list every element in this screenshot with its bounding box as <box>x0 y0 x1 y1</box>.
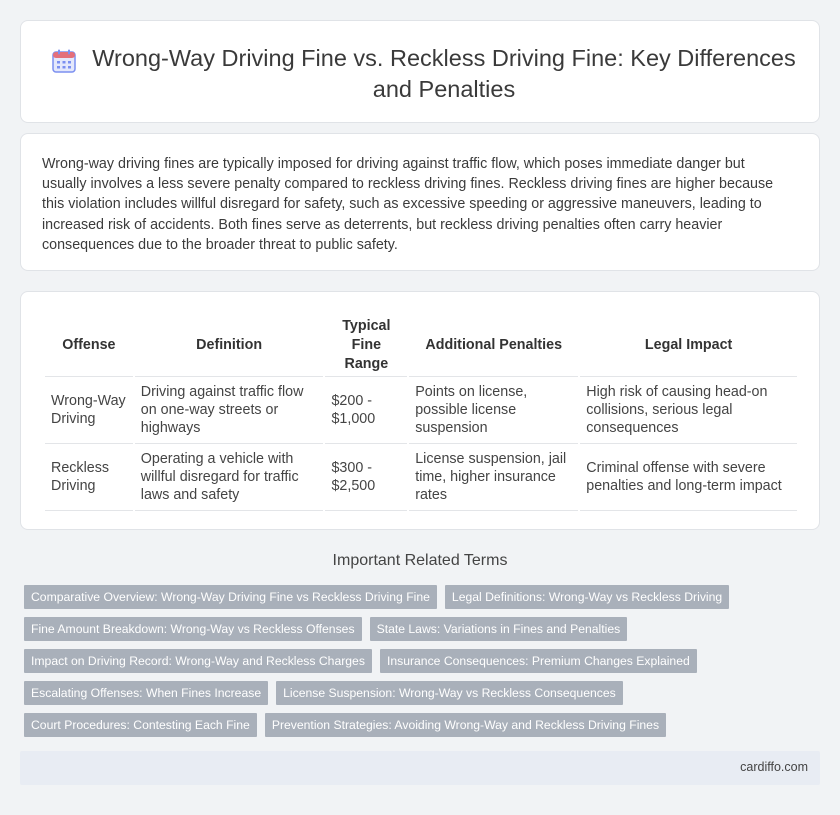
related-term-tag[interactable]: Prevention Strategies: Avoiding Wrong-Way and Reckless Driving Fines <box>265 713 666 737</box>
tag-row <box>24 585 824 609</box>
related-terms-tags <box>24 585 824 745</box>
table-row <box>45 443 797 511</box>
tag-row <box>24 649 824 673</box>
table-cell: Criminal offense with severe penalties and long-term impact <box>580 443 797 511</box>
column-header: Additional Penalties <box>425 336 563 353</box>
related-term-tag[interactable]: Court Procedures: Contesting Each Fine <box>24 713 257 737</box>
column-header: Offense <box>62 336 116 353</box>
tag-row <box>24 681 824 705</box>
related-term-tag[interactable]: Fine Amount Breakdown: Wrong-Way vs Reckless Offenses <box>24 617 362 641</box>
table-cell: Operating a vehicle with willful disregard for traffic laws and safety <box>135 443 324 511</box>
column-header: Typical Fine Range <box>342 317 391 372</box>
related-term-tag[interactable]: License Suspension: Wrong-Way vs Reckless Consequences <box>276 681 623 705</box>
footer <box>20 751 820 785</box>
column-header: Legal Impact <box>644 336 733 353</box>
summary-text: Wrong-way driving fines are typically imposed for driving against traffic flow, which poses immediate danger but usually involves a less severe penalty compared to reckless driving fines. Reckless driving fines are higher because this violation includes willful disregard for safety, such as excessive speeding or aggressive maneuvers, leading to increased risk of accidents. Both fines serve as deterrents, but reckless driving penalties often carry heavier consequences due to the broader threat to public safety. <box>42 156 774 253</box>
related-term-tag[interactable]: Impact on Driving Record: Wrong-Way and Reckless Charges <box>24 649 372 673</box>
table-cell: Points on license, possible license suspension <box>409 376 578 443</box>
table-header-row <box>45 314 797 376</box>
related-term-tag[interactable]: Insurance Consequences: Premium Changes Explained <box>380 649 697 673</box>
related-term-tag[interactable]: State Laws: Variations in Fines and Penalties <box>370 617 628 641</box>
table-row <box>45 376 797 443</box>
table-card <box>20 291 820 530</box>
table-cell: $200 - $1,000 <box>325 376 407 443</box>
tag-row <box>24 617 824 641</box>
tag-row <box>24 713 824 737</box>
table-cell: Wrong-Way Driving <box>45 376 133 443</box>
table-cell: Driving against traffic flow on one-way streets or highways <box>135 376 324 443</box>
related-term-tag[interactable]: Comparative Overview: Wrong-Way Driving Fine vs Reckless Driving Fine <box>24 585 437 609</box>
related-term-tag[interactable]: Escalating Offenses: When Fines Increase <box>24 681 268 705</box>
related-terms-title: Important Related Terms <box>332 552 508 569</box>
page-title: Wrong-Way Driving Fine vs. Reckless Driving Fine: Key Differences and Penalties <box>92 45 796 102</box>
table-cell: High risk of causing head-on collisions, serious legal consequences <box>580 376 797 443</box>
summary-card <box>20 133 820 271</box>
header-card <box>20 20 820 123</box>
related-term-tag[interactable]: Legal Definitions: Wrong-Way vs Reckless Driving <box>445 585 729 609</box>
table-cell: License suspension, jail time, higher insurance rates <box>409 443 578 511</box>
table-cell: $300 - $2,500 <box>325 443 407 511</box>
table-cell: Reckless Driving <box>45 443 133 511</box>
comparison-table <box>43 314 799 511</box>
column-header: Definition <box>196 336 263 353</box>
footer-site-link[interactable]: cardiffo.com <box>740 760 808 774</box>
